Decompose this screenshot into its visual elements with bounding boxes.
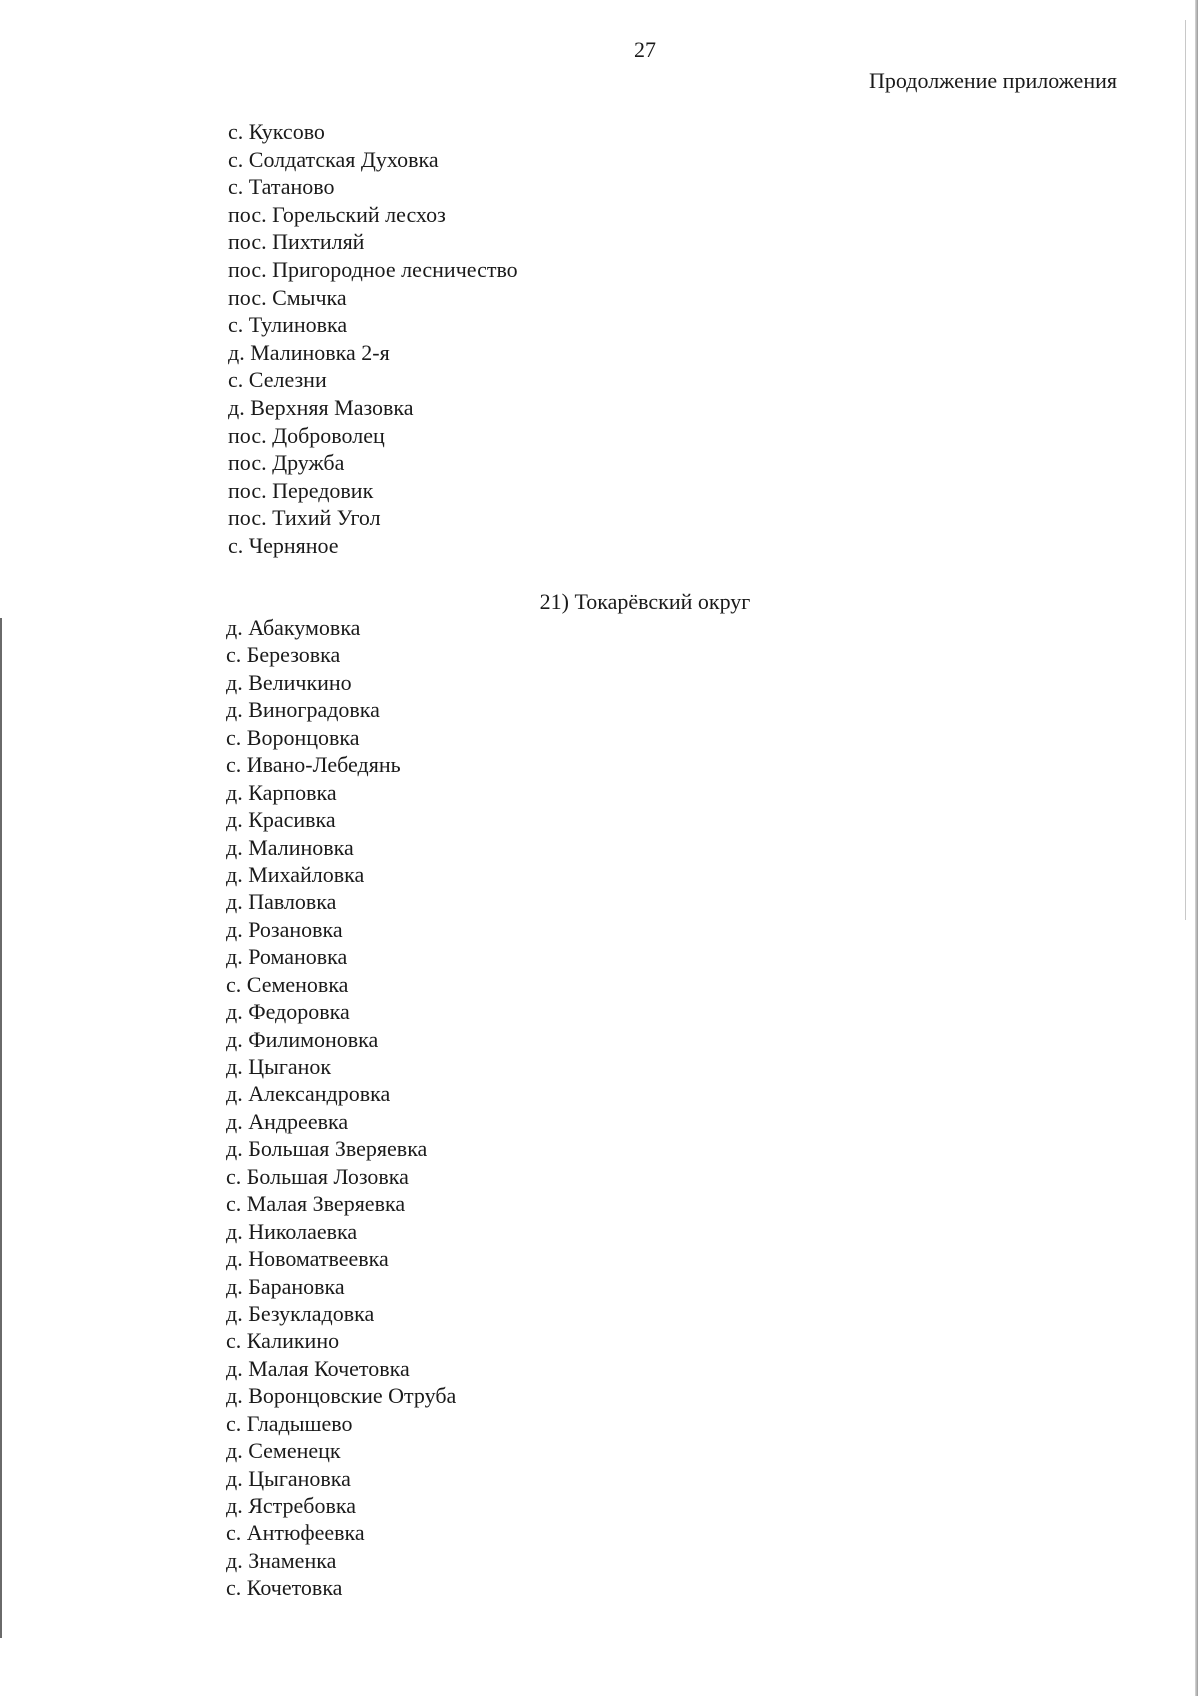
list-item: с. Солдатская Духовка [228,146,439,172]
list-item: д. Федоровка [226,999,350,1025]
list-item: пос. Передовик [228,477,374,503]
list-item: с. Антюфеевка [226,1520,365,1546]
list-item: д. Михайловка [226,861,365,887]
settlement-list-continued [228,118,518,560]
list-item: д. Красивка [226,807,336,833]
list-item: с. Тулиновка [228,312,348,338]
list-item: д. Знаменка [226,1547,337,1573]
scan-edge-right [1195,0,1198,1696]
list-item: д. Розановка [226,916,343,942]
list-item: д. Малиновка [226,834,354,860]
list-item: д. Большая Зверяевка [226,1136,428,1162]
list-item: д. Величкино [226,669,352,695]
section-heading: 21) Токарёвский округ [539,589,751,614]
list-item: д. Карповка [226,779,337,805]
list-item: пос. Тихий Угол [228,505,381,531]
list-item: д. Ястребовка [226,1493,356,1518]
list-item: пос. Смычка [228,284,347,310]
list-item: с. Ивано-Лебедянь [226,752,401,778]
list-item: д. Андреевка [226,1108,349,1134]
list-item: с. Семеновка [226,971,349,997]
list-item: с. Березовка [226,642,341,668]
list-item: пос. Дружба [228,450,345,476]
list-item: д. Малиновка 2-я [228,339,390,365]
list-item: д. Цыгановка [226,1465,351,1491]
scan-edge-left [0,618,2,1638]
list-item: с. Куксово [228,119,325,144]
list-item: д. Барановка [226,1273,345,1299]
list-item: пос. Пригородное лесничество [228,256,518,282]
list-item: с. Татаново [228,174,335,200]
list-item: д. Абакумовка [226,615,361,640]
list-item: д. Филимоновка [226,1026,379,1052]
list-item: с. Малая Зверяевка [226,1191,406,1217]
page-number: 27 [634,37,656,62]
list-item: д. Николаевка [226,1218,358,1244]
list-item: д. Воронцовские Отруба [226,1383,457,1409]
list-item: д. Александровка [226,1081,391,1107]
list-item: с. Селезни [228,367,327,393]
list-item: д. Цыганок [226,1054,332,1079]
list-item: пос. Пихтиляй [228,229,365,255]
list-item: пос. Доброволец [228,422,385,448]
list-item: д. Семенецк [226,1438,341,1464]
list-item: с. Черняное [228,532,339,558]
list-item: д. Безукладовка [226,1300,375,1326]
list-item: д. Павловка [226,889,337,915]
list-item: пос. Горельский лесхоз [228,201,446,227]
settlement-list-tokarevsky [226,614,456,1602]
list-item: с. Кочетовка [226,1575,343,1601]
list-item: с. Гладышево [226,1410,353,1436]
list-item: д. Виноградовка [226,697,380,723]
continuation-label: Продолжение приложения [869,68,1117,93]
list-item: д. Новоматвеевка [226,1246,389,1272]
list-item: д. Романовка [226,944,348,970]
list-item: д. Верхняя Мазовка [228,394,414,420]
list-item: с. Воронцовка [226,724,360,750]
list-item: д. Малая Кочетовка [226,1355,410,1381]
list-item: с. Каликино [226,1328,340,1354]
list-item: с. Большая Лозовка [226,1163,409,1189]
scan-edge-right-inner [1185,20,1186,920]
